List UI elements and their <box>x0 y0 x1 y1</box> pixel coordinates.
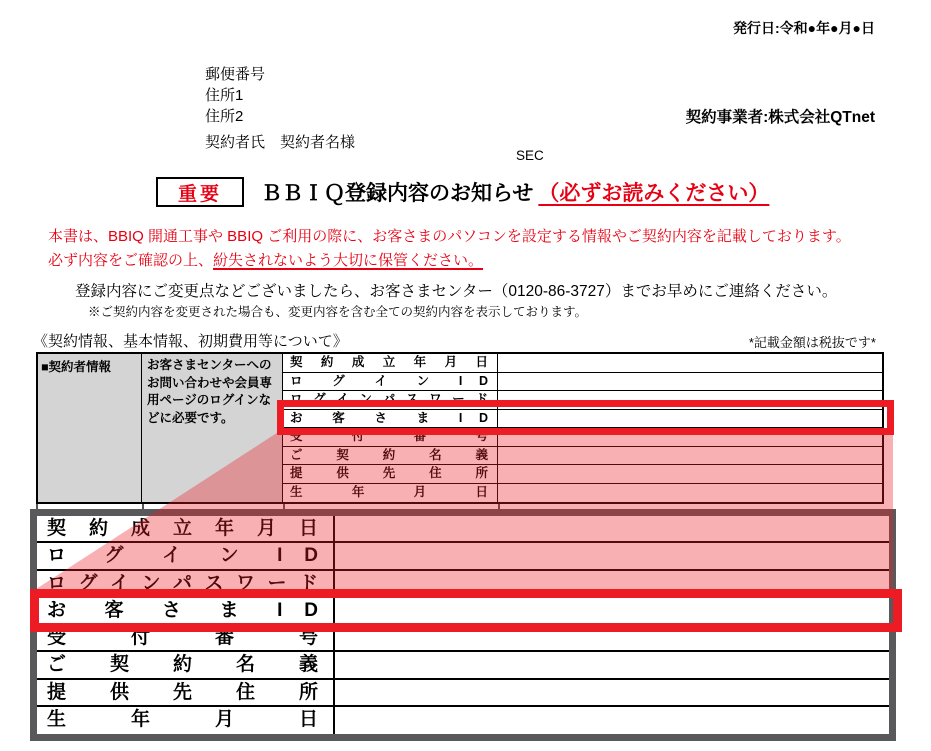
change-note: ※ご契約内容を変更された場合も、変更内容を含む全ての契約内容を表示しております。 <box>88 305 588 319</box>
inset-row-value <box>335 707 889 734</box>
inset-row-label: お 客 さ ま I D <box>37 598 335 623</box>
inset-row-value <box>335 543 889 568</box>
table-rows <box>283 354 882 502</box>
title-read-note: （必ずお読みください） <box>538 182 770 205</box>
inset-row-value <box>335 652 889 677</box>
tax-note: *記載金額は税抜です* <box>748 335 876 350</box>
address-line-2: 住所2 <box>205 108 244 125</box>
inset-row-label: 提 供 先 住 所 <box>37 680 335 705</box>
inset-row <box>37 680 889 707</box>
inset-row-label: 生 年 月 日 <box>37 707 335 734</box>
inset-row <box>37 516 889 543</box>
inset-row-value <box>335 516 889 541</box>
row-label: 契 約 成 立 年 月 日 <box>283 354 498 372</box>
magnified-inset-table <box>30 509 896 741</box>
red-notice-line2 <box>48 249 851 273</box>
row-label: 生 年 月 日 <box>283 484 498 503</box>
red-notice-line2-plain: 必ず内容をご確認の上、 <box>48 252 214 269</box>
inset-row <box>37 652 889 679</box>
inset-row-label: ロ グ イ ン I D <box>37 543 335 568</box>
page-title: ＢＢＩＱ登録内容のお知らせ <box>261 182 534 205</box>
table-description: お客さまセンターへのお問い合わせや会員専用ページのログインなどに必要です。 <box>142 354 283 502</box>
row-label: 提 供 先 住 所 <box>283 465 498 483</box>
inset-row-value <box>335 571 889 596</box>
inset-row <box>37 707 889 734</box>
address-line-1: 住所1 <box>205 87 244 104</box>
contract-info-table <box>36 352 884 504</box>
row-value <box>498 465 882 483</box>
red-notice-line1: 本書は、BBIQ 開通工事や BBIQ ご利用の際に、お客さまのパソコンを設定する情報やご契約内容を記載しております。 <box>48 228 851 245</box>
row-label: ご 契 約 名 義 <box>283 447 498 465</box>
row-value <box>498 373 882 391</box>
red-notice-paragraph <box>48 225 851 273</box>
inset-row <box>37 625 889 652</box>
inset-row <box>37 571 889 598</box>
inset-row-label: ご 契 約 名 義 <box>37 652 335 677</box>
row-value <box>498 428 882 446</box>
table-row <box>283 354 882 373</box>
table-group-label: ■契約者情報 <box>38 354 142 502</box>
table-row <box>283 391 882 410</box>
row-value <box>498 391 882 409</box>
table-row <box>283 410 882 429</box>
inset-row-value <box>335 598 889 623</box>
postal-code-line: 郵便番号 <box>205 66 266 83</box>
important-badge: 重要 <box>156 177 244 207</box>
inset-row <box>37 543 889 570</box>
table-row <box>283 447 882 466</box>
inset-row-label: 契 約 成 立 年 月 日 <box>37 516 335 541</box>
red-notice-line2-underlined: 紛失されないよう大切に保管ください。 <box>213 252 484 269</box>
row-label: ロ グ イ ン I D <box>283 373 498 391</box>
table-row <box>283 465 882 484</box>
section-heading: 《契約情報、基本情報、初期費用等について》 <box>33 333 348 350</box>
provider-name: 契約事業者:株式会社QTnet <box>685 109 875 126</box>
inset-row-value <box>335 680 889 705</box>
table-row <box>283 428 882 447</box>
row-value <box>498 354 882 372</box>
contact-line: 登録内容にご変更点などございましたら、お客さまセンター（0120-86-3727）までお早めにご連絡ください。 <box>75 283 838 300</box>
title-row <box>156 177 769 207</box>
issue-date: 発行日:令和●年●月●日 <box>732 20 875 36</box>
row-value <box>498 447 882 465</box>
row-label: 受 付 番 号 <box>283 428 498 446</box>
inset-row <box>37 598 889 625</box>
recipient-name: 契約者氏 契約者名様 <box>205 134 356 151</box>
inset-row-label: ロ グ イ ン パ ス ワ ー ド <box>37 571 335 596</box>
row-value <box>498 410 882 428</box>
table-row <box>283 484 882 503</box>
form-code: SEC <box>516 148 544 163</box>
inset-row-value <box>335 625 889 650</box>
table-row <box>283 373 882 392</box>
recipient-address-block <box>205 64 265 127</box>
row-value <box>498 484 882 503</box>
inset-row-label: 受 付 番 号 <box>37 625 335 650</box>
row-label: お 客 さ ま I D <box>283 410 498 428</box>
row-label: ロ グ イ ン パ ス ワ ー ド <box>283 391 498 409</box>
